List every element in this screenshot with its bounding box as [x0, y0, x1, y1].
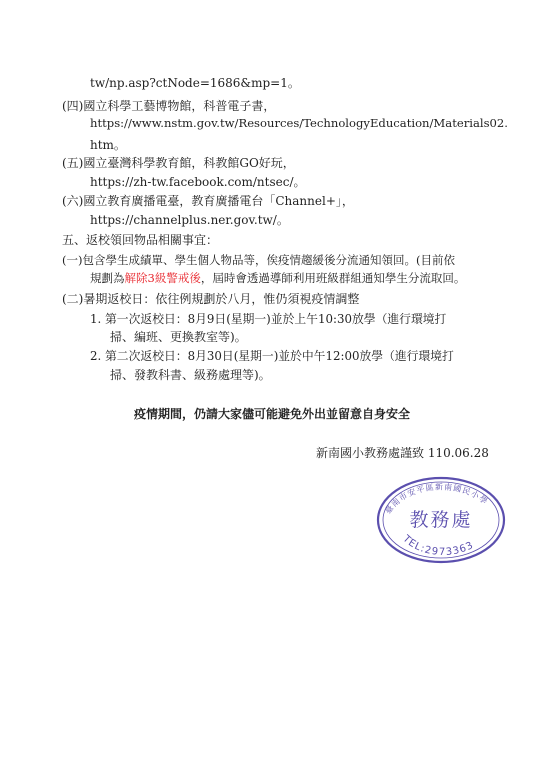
seal-school-name: 臺南市安平區新南國民小學 [383, 482, 490, 516]
sub-item-1-text-a: 規劃為 [90, 271, 125, 285]
item-5-label: (五)國立臺灣科學教育館，科教館GO好玩， [62, 156, 295, 170]
signature-line: 新南國小教務處謹致 110.06.28 [316, 446, 489, 460]
return-day-2-line-1: 2. 第二次返校日：8月30日(星期一)並於中午12:00放學（進行環境打 [90, 349, 454, 363]
item-6-label: (六)國立教育廣播電臺，教育廣播電台「Channel+」， [62, 194, 354, 208]
sub-item-1-line-2 [90, 270, 465, 286]
item-4-label: (四)國立科學工藝博物館，科普電子書， [62, 99, 276, 113]
sub-item-1-text-b: ，屆時會透過導師利用班級群組通知學生分流取回。 [200, 271, 466, 285]
office-seal-stamp [374, 474, 508, 566]
item-6-url: https://channelplus.ner.gov.tw/。 [90, 213, 289, 227]
url-continuation: tw/np.asp?ctNode=1686&mp=1。 [90, 76, 300, 90]
lift-level-3-alert-highlight: 解除3級警戒後 [124, 271, 201, 285]
sub-item-2-line-1: (二)暑期返校日：依往例規劃於八月，惟仍須視疫情調整 [62, 292, 360, 306]
item-5-url: https://zh-tw.facebook.com/ntsec/。 [90, 175, 306, 189]
return-day-1-line-1: 1. 第一次返校日：8月9日(星期一)並於上午10:30放學（進行環境打 [90, 312, 447, 326]
return-day-2-line-2: 掃、發教科書、級務處理等)。 [110, 368, 271, 382]
sub-item-1-line-1: (一)包含學生成績單、學生個人物品等，俟疫情趨緩後分流通知領回。(目前依 [62, 253, 455, 267]
return-day-1-line-2: 掃、編班、更換教室等)。 [110, 330, 247, 344]
section-5-heading: 五、返校領回物品相關事宜： [62, 233, 219, 247]
seal-graphic [374, 474, 508, 566]
seal-office-name: 教務處 [409, 509, 473, 531]
seal-telephone: TEL:2973363 [400, 533, 476, 558]
item-4-url-end: htm。 [90, 138, 126, 152]
item-4-url: https://www.nstm.gov.tw/Resources/TechnologyEducation/Materials02. [90, 116, 508, 130]
svg-text:TEL:2973363 [400, 533, 476, 558]
safety-notice: 疫情期間，仍請大家儘可能避免外出並留意自身安全 [134, 407, 411, 421]
